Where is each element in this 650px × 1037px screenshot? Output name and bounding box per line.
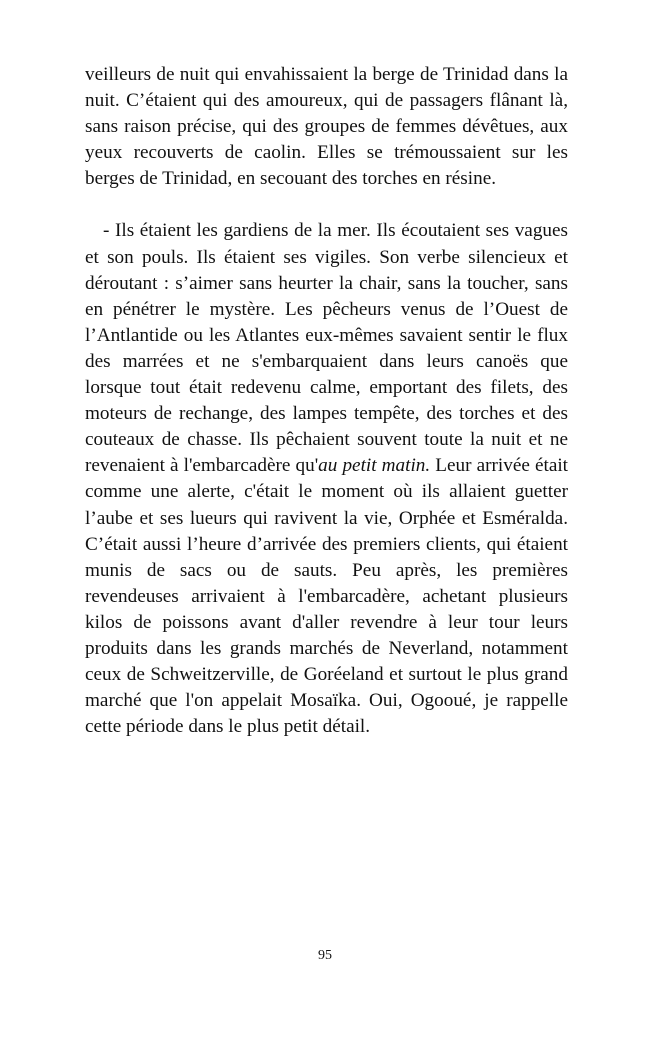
paragraph-2 xyxy=(85,218,568,740)
paragraph-1: veilleurs de nuit qui envahissaient la berge de Trinidad dans la nuit. C’étaient qui des amoureux, qui de passagers flânant là, sans raison précise, qui des groupes de femmes dévêtues, aux yeux recouverts de caolin. Elles se trémoussaient sur les berges de Trinidad, en secouant des torches en résine. xyxy=(85,64,568,190)
page-number: 95 xyxy=(318,948,332,963)
paragraph-2-italic-phrase: au petit matin. xyxy=(318,455,431,477)
paragraph-2-text-end: Leur arrivée était comme une alerte, c'était le moment où ils allaient guetter l’aube et ses lueurs qui ravivent la vie, Orphée et Esméralda. C’était aussi l’heure d’arrivée des premiers clients, qui étaient munis de sacs ou de sauts. Peu après, les premières revendeuses arrivaient à l'embarcadère, achetant plusieurs kilos de poissons avant d'aller revendre à leur tour leurs produits dans les grands marchés de Neverland, notamment ceux de Schweitzerville, de Goréeland et surtout le plus grand marché que l'on appelait Mosaïka. Oui, Ogooué, je rappelle cette période dans le plus petit détail. xyxy=(85,455,569,738)
paragraph-2-text-start: - Ils étaient les gardiens de la mer. Ils écoutaient ses vagues et son pouls. Ils étaient ses vigiles. Son verbe silencieux et déroutant : s’aimer sans heurter la chair, sans la toucher, sans en pénétrer le mystère. Les pêcheurs venus de l’Ouest de l’Antlantide ou les Atlantes eux-mêmes savaient sentir le flux des marrées et ne s'embarquaient dans leurs canoës que lorsque tout était redevenu calme, emportant des filets, des moteurs de rechange, des lampes tempête, des torches et des couteaux de chasse. Ils pêchaient souvent toute la nuit et ne revenaient à l'embarcadère qu' xyxy=(85,220,568,477)
body-text xyxy=(85,62,568,740)
